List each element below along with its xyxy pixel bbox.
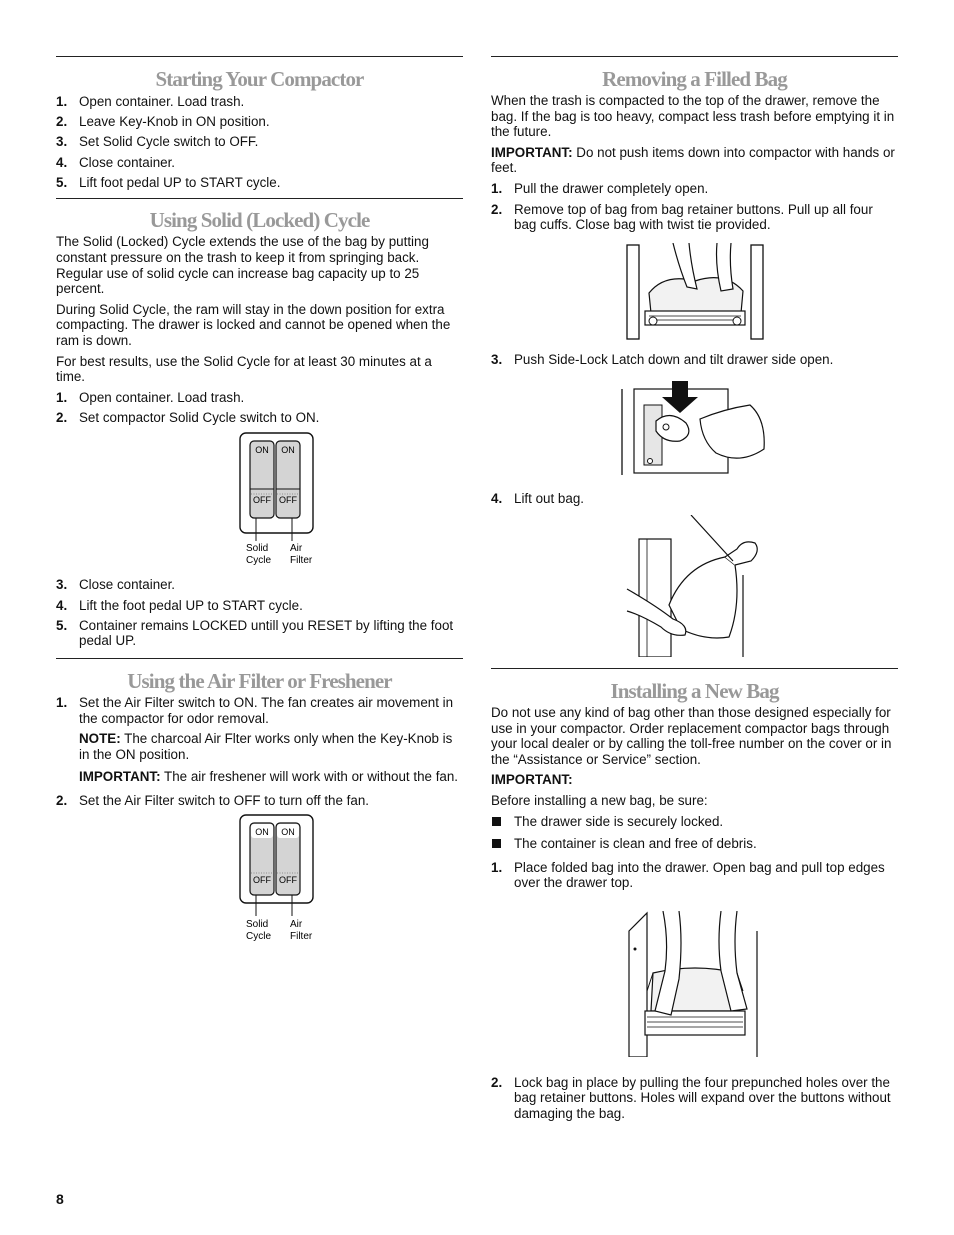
step-number: 5. — [56, 174, 68, 190]
starting-step — [56, 175, 463, 191]
switch-on-label: ON — [254, 445, 269, 456]
solid-paragraph: For best results, use the Solid Cycle for at least 30 minutes at a time. — [56, 353, 432, 385]
step-number: 3. — [491, 351, 503, 367]
installing-important-label: IMPORTANT: — [491, 772, 573, 788]
step-number: 1. — [56, 695, 68, 711]
bullet-square — [492, 817, 501, 826]
right-column — [491, 56, 898, 1122]
step-number: 3. — [56, 134, 68, 150]
step-number: 2. — [56, 793, 68, 808]
step-text: Open container. Load trash. — [79, 389, 245, 405]
step-text: Open container. Load trash. — [79, 94, 245, 109]
solid-paragraph: During Solid Cycle, the ram will stay in the down position for extra compacting. The drawer is locked and cannot be opened when the ram is down. — [56, 301, 451, 348]
switch-on-label: ON — [254, 826, 269, 837]
switch-off-label: OFF — [252, 874, 271, 885]
removing-step — [491, 352, 898, 368]
air-filter-label: Air — [289, 918, 302, 930]
step-number: 1. — [56, 94, 68, 109]
starting-heading: Starting Your Compactor — [155, 67, 364, 91]
step-number: 4. — [491, 491, 503, 507]
solid-cycle-label: Cycle — [245, 930, 271, 942]
step-number: 1. — [491, 859, 503, 875]
switch-panel-illustration — [200, 813, 320, 953]
step-number: 2. — [491, 1074, 503, 1090]
removing-important — [491, 145, 898, 176]
installing-before-text: Before installing a new bag, be sure: — [491, 792, 708, 808]
step-number: 3. — [56, 577, 68, 593]
step-text: Set the Air Filter switch to OFF to turn off the fan. — [79, 793, 370, 808]
installing-paragraph: Do not use any kind of bag other than those designed especially for use in your compactor. Order replacement compactor bags through your local dealer or by calling the toll-free number on the cover or in the “Assistance or Service” section. — [491, 704, 892, 767]
step-text: Lift out bag. — [514, 491, 584, 507]
step-text: Lift foot pedal UP to START cycle. — [79, 174, 281, 190]
solid-step — [56, 410, 463, 426]
step-text: Push Side-Lock Latch down and tilt drawer side open. — [514, 351, 834, 367]
new-bag-illustration — [625, 911, 765, 1057]
step-text: Lock bag in place by pulling the four prepunched holes over the bag retainer buttons. Holes will expand over the buttons without damaging the bag. — [514, 1074, 891, 1122]
important-label: IMPORTANT: — [79, 769, 161, 785]
solid-step — [56, 390, 463, 406]
switch-on-label: ON — [280, 445, 295, 456]
step-text: Pull the drawer completely open. — [514, 180, 709, 196]
switch-figure — [56, 813, 463, 953]
installing-step — [491, 860, 898, 891]
step-text: Set Solid Cycle switch to OFF. — [79, 134, 259, 150]
starting-step — [56, 94, 463, 110]
starting-step — [56, 155, 463, 171]
bullet-square — [492, 839, 501, 848]
installing-bullet — [491, 814, 898, 830]
switch-off-label: OFF — [278, 495, 297, 506]
removing-step — [491, 202, 898, 233]
drawer-bag-illustration — [625, 243, 765, 341]
bag-cuff-figure — [491, 243, 898, 341]
step-number: 2. — [491, 201, 503, 217]
solid-heading: Using Solid (Locked) Cycle — [149, 208, 370, 233]
installing-heading: Installing a New Bag — [610, 678, 779, 703]
switch-on-label: ON — [280, 826, 295, 837]
removing-paragraph: When the trash is compacted to the top of the drawer, remove the bag. If the bag is too heavy, compact less trash before emptying it in the future. — [491, 93, 895, 140]
important-text: Do not push items down into compactor with hands or feet. — [491, 144, 895, 176]
solid-cycle-label: Solid — [245, 918, 268, 930]
air-step — [56, 793, 463, 809]
switch-off-label: OFF — [278, 874, 297, 885]
new-bag-figure — [491, 911, 898, 1057]
installing-bullet — [491, 836, 898, 852]
solid-cycle-label: Cycle — [245, 555, 271, 567]
bullet-text: The drawer side is securely locked. — [514, 813, 724, 829]
step-number: 5. — [56, 617, 68, 633]
step-number: 1. — [56, 389, 68, 405]
starting-section — [56, 56, 463, 190]
removing-section — [491, 56, 898, 657]
step-number: 2. — [56, 409, 68, 425]
air-filter-label: Filter — [289, 555, 312, 567]
step-text: Lift the foot pedal UP to START cycle. — [79, 597, 303, 613]
starting-step — [56, 134, 463, 150]
air-filter-label: Filter — [289, 930, 312, 942]
step-text: Remove top of bag from bag retainer buttons. Pull up all four bag cuffs. Close bag with twist tie provided. — [514, 201, 873, 233]
solid-paragraph: The Solid (Locked) Cycle extends the use of the bag by putting constant pressure on the trash to keep it from springing back. Regular use of solid cycle can increase bag capacity up to 25 percent. — [56, 234, 429, 297]
removing-step — [491, 491, 898, 507]
step-text: Leave Key-Knob in ON position. — [79, 114, 270, 130]
air-note — [56, 731, 463, 762]
starting-step — [56, 114, 463, 130]
note-text: The charcoal Air Flter works only when the Key-Knob is in the ON position. — [79, 731, 453, 762]
switch-panel-illustration — [200, 431, 320, 571]
step-number: 1. — [491, 180, 503, 196]
air-heading: Using the Air Filter or Freshener — [127, 669, 392, 694]
side-lock-latch-illustration — [620, 379, 770, 477]
air-step — [56, 695, 463, 726]
step-text: Close container. — [79, 577, 176, 593]
step-text: Place folded bag into the drawer. Open bag and pull top edges over the drawer top. — [514, 859, 885, 891]
page-number: 8 — [56, 1191, 64, 1207]
solid-cycle-label: Solid — [245, 543, 268, 555]
left-column — [56, 56, 463, 953]
installing-step — [491, 1075, 898, 1122]
installing-section — [491, 668, 898, 1122]
step-text: Set compactor Solid Cycle switch to ON. — [79, 409, 320, 425]
step-text: Close container. — [79, 154, 176, 170]
step-text: Container remains LOCKED untill you RESET by lifting the foot pedal UP. — [79, 617, 454, 649]
lift-out-bag-illustration — [625, 515, 765, 657]
important-text: The air freshener will work with or without the fan. — [160, 769, 459, 785]
solid-step — [56, 577, 463, 593]
step-number: 4. — [56, 597, 68, 613]
removing-step — [491, 181, 898, 197]
important-label: IMPORTANT: — [491, 144, 573, 160]
air-important — [56, 769, 463, 785]
step-number: 2. — [56, 114, 68, 130]
bullet-text: The container is clean and free of debris. — [514, 836, 757, 852]
lift-bag-figure — [491, 515, 898, 657]
step-text: Set the Air Filter switch to ON. The fan creates air movement in the compactor for odor removal. — [79, 695, 454, 726]
switch-figure — [56, 431, 463, 571]
switch-off-label: OFF — [252, 495, 271, 506]
step-number: 4. — [56, 154, 68, 170]
air-filter-label: Air — [289, 543, 302, 555]
solid-section — [56, 198, 463, 649]
solid-step — [56, 598, 463, 614]
removing-heading: Removing a Filled Bag — [602, 67, 787, 91]
solid-step — [56, 618, 463, 649]
note-label: NOTE: — [79, 731, 121, 747]
side-latch-figure — [491, 379, 898, 477]
air-section — [56, 658, 463, 953]
